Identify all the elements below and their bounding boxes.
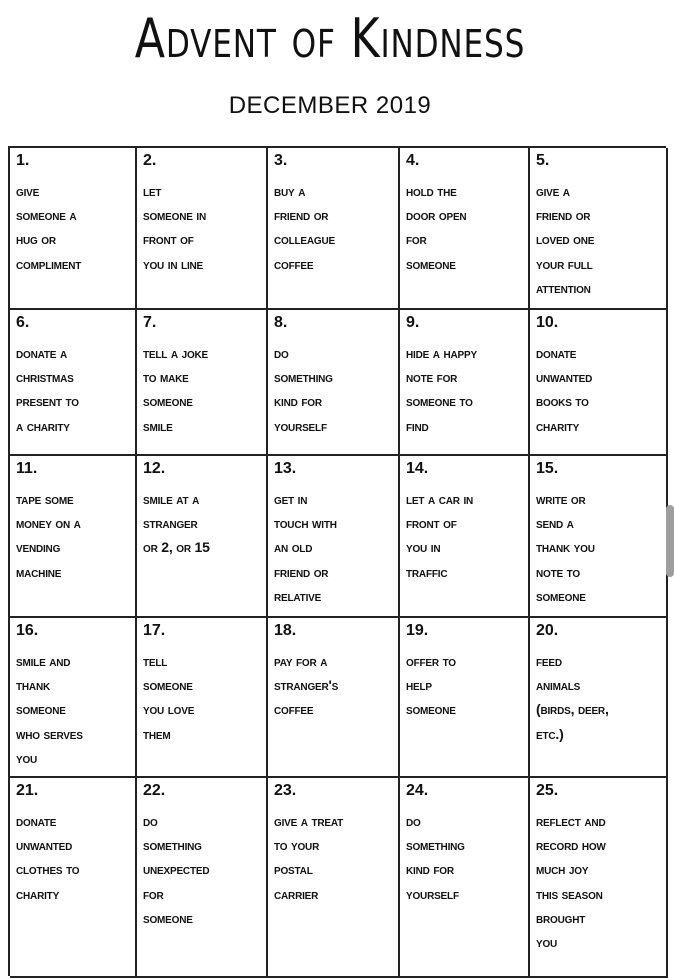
day-number: 5. bbox=[536, 152, 550, 169]
calendar-cell-8 bbox=[268, 310, 400, 456]
day-number: 22. bbox=[143, 782, 166, 799]
day-number: 8. bbox=[274, 314, 288, 331]
calendar-cell-9 bbox=[400, 310, 530, 456]
day-task: tape some money on a vending machine bbox=[16, 491, 81, 580]
day-task: do something unexpected for someone bbox=[143, 813, 210, 926]
calendar-cell-12 bbox=[137, 456, 268, 618]
day-task: write or send a thank you note to someone bbox=[536, 491, 595, 604]
calendar-cell-24 bbox=[400, 778, 530, 978]
calendar-cell-6 bbox=[10, 310, 137, 456]
day-number: 14. bbox=[406, 460, 429, 477]
calendar-cell-18 bbox=[268, 618, 400, 778]
day-task: tell a joke to make someone smile bbox=[143, 345, 209, 434]
day-number: 3. bbox=[274, 152, 288, 169]
scrollbar-thumb[interactable] bbox=[666, 505, 674, 577]
day-number: 7. bbox=[143, 314, 157, 331]
day-number: 11. bbox=[16, 460, 38, 477]
calendar-cell-15 bbox=[530, 456, 668, 618]
day-number: 25. bbox=[536, 782, 559, 799]
calendar-cell-25 bbox=[530, 778, 668, 978]
day-number: 1. bbox=[16, 152, 30, 169]
day-task: feed animals (birds, deer, etc.) bbox=[536, 653, 609, 742]
day-number: 20. bbox=[536, 622, 559, 639]
day-task: smile at a stranger or 2, or 15 bbox=[143, 491, 210, 556]
calendar-cell-10 bbox=[530, 310, 668, 456]
day-number: 18. bbox=[274, 622, 297, 639]
day-number: 9. bbox=[406, 314, 420, 331]
day-task: reflect and record how much joy this season brought you bbox=[536, 813, 606, 951]
day-number: 2. bbox=[143, 152, 157, 169]
calendar-cell-19 bbox=[400, 618, 530, 778]
calendar-cell-4 bbox=[400, 148, 530, 310]
day-task: hold the door open for someone bbox=[406, 183, 467, 272]
calendar-cell-5 bbox=[530, 148, 668, 310]
day-number: 23. bbox=[274, 782, 297, 799]
day-number: 13. bbox=[274, 460, 297, 477]
day-task: give someone a hug or compliment bbox=[16, 183, 82, 272]
calendar-cell-2 bbox=[137, 148, 268, 310]
day-task: let someone in front of you in line bbox=[143, 183, 207, 272]
calendar-cell-1 bbox=[10, 148, 137, 310]
day-number: 21. bbox=[16, 782, 39, 799]
day-number: 17. bbox=[143, 622, 166, 639]
calendar-cell-11 bbox=[10, 456, 137, 618]
calendar-cell-14 bbox=[400, 456, 530, 618]
page-title: Advent of Kindness bbox=[134, 7, 526, 70]
day-number: 15. bbox=[536, 460, 559, 477]
day-task: donate a christmas present to a charity bbox=[16, 345, 79, 434]
day-number: 16. bbox=[16, 622, 39, 639]
day-task: buy a friend or colleague coffee bbox=[274, 183, 335, 272]
calendar-cell-7 bbox=[137, 310, 268, 456]
day-task: offer to help someone bbox=[406, 653, 456, 718]
day-task: donate unwanted books to charity bbox=[536, 345, 593, 434]
day-number: 4. bbox=[406, 152, 420, 169]
day-task: let a car in front of you in traffic bbox=[406, 491, 474, 580]
calendar-cell-13 bbox=[268, 456, 400, 618]
day-number: 6. bbox=[16, 314, 30, 331]
calendar-cell-20 bbox=[530, 618, 668, 778]
day-task: get in touch with an old friend or relative bbox=[274, 491, 337, 604]
day-task: tell someone you love them bbox=[143, 653, 195, 742]
day-task: pay for a stranger's coffee bbox=[274, 653, 339, 718]
day-task: donate unwanted clothes to charity bbox=[16, 813, 80, 902]
calendar-cell-16 bbox=[10, 618, 137, 778]
day-task: do something kind for yourself bbox=[406, 813, 465, 902]
day-task: smile and thank someone who serves you bbox=[16, 653, 83, 766]
calendar-cell-22 bbox=[137, 778, 268, 978]
day-number: 19. bbox=[406, 622, 429, 639]
calendar-cell-17 bbox=[137, 618, 268, 778]
day-number: 10. bbox=[536, 314, 559, 331]
calendar-cell-23 bbox=[268, 778, 400, 978]
calendar-cell-21 bbox=[10, 778, 137, 978]
calendar-cell-3 bbox=[268, 148, 400, 310]
day-task: give a treat to your postal carrier bbox=[274, 813, 344, 902]
day-task: do something kind for yourself bbox=[274, 345, 333, 434]
page-subtitle: DECEMBER 2019 bbox=[228, 92, 432, 119]
day-task: hide a happy note for someone to find bbox=[406, 345, 477, 434]
day-task: give a friend or loved one your full attention bbox=[536, 183, 595, 296]
day-number: 24. bbox=[406, 782, 429, 799]
calendar-grid bbox=[8, 146, 666, 976]
day-number: 12. bbox=[143, 460, 166, 477]
